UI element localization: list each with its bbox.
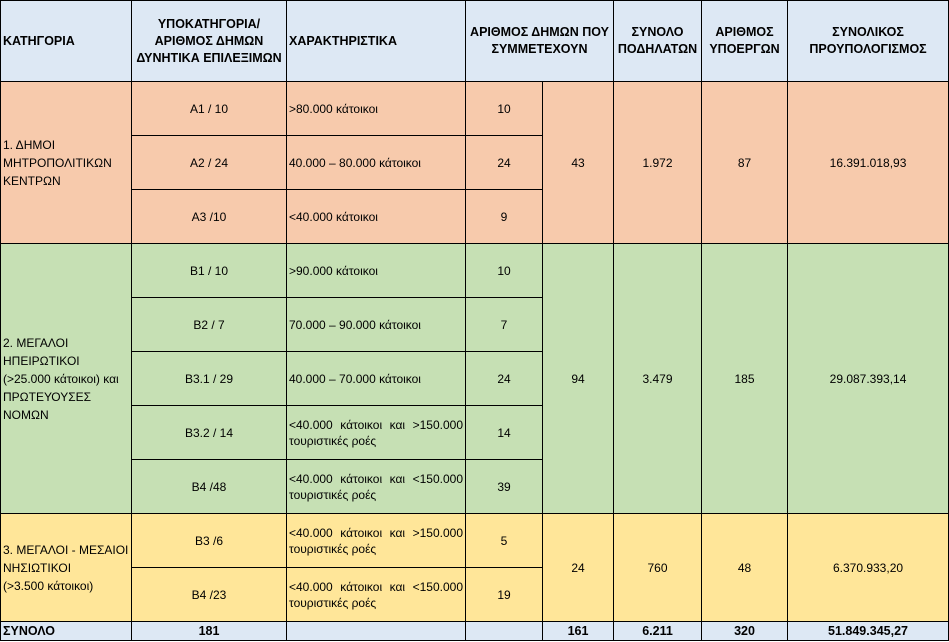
characteristics-cell: 40.000 – 70.000 κάτοικοι [287,352,466,406]
group-1-total: 43 [543,82,614,244]
subcategory-cell: B4 /48 [132,460,287,514]
subcategory-cell: B3.1 / 29 [132,352,287,406]
group-2-budget: 29.087.393,14 [788,244,949,514]
group-2-name-line2: (>25.000 κάτοικοι) και ΠΡΩΤΕΥΟΥΣΕΣ ΝΟΜΩΝ [3,371,119,422]
characteristics-cell: 40.000 – 80.000 κάτοικοι [287,136,466,190]
header-characteristics: ΧΑΡΑΚΤΗΡΙΣΤΙΚΑ [287,1,466,82]
group-1-cyclists: 1.972 [614,82,702,244]
subcategory-cell: B3 /6 [132,514,287,568]
subcategory-cell: B4 /23 [132,568,287,622]
participating-cell: 24 [466,352,543,406]
subcategory-cell: A3 /10 [132,190,287,244]
header-budget: ΣΥΝΟΛΙΚΟΣ ΠΡΟΥΠΟΛΟΓΙΣΜΟΣ [788,1,949,82]
totals-label: ΣΥΝΟΛΟ [1,622,132,641]
subcategory-cell: A1 / 10 [132,82,287,136]
totals-subcategory: 181 [132,622,287,641]
header-cyclists: ΣΥΝΟΛΟ ΠΟΔΗΛΑΤΩΝ [614,1,702,82]
group-3-cyclists: 760 [614,514,702,622]
characteristics-line: <40.000 κάτοικοι και >150.000 [289,417,463,432]
characteristics-line: <40.000 κάτοικοι και <150.000 [289,471,463,486]
participating-cell: 19 [466,568,543,622]
participating-cell: 5 [466,514,543,568]
header-category: ΚΑΤΗΓΟΡΙΑ [1,1,132,82]
subcategory-cell: B3.2 / 14 [132,406,287,460]
totals-characteristics-empty [287,622,466,641]
characteristics-cell [287,460,466,514]
group-2-name-line1: 2. ΜΕΓΑΛΟΙ ΗΠΕΙΡΩΤΙΚΟΙ [3,335,80,368]
characteristics-cell: >90.000 κάτοικοι [287,244,466,298]
group-1-name: 1. ΔΗΜΟΙ ΜΗΤΡΟΠΟΛΙΤΙΚΩΝ ΚΕΝΤΡΩΝ [1,82,132,244]
header-subprojects: ΑΡΙΘΜΟΣ ΥΠΟΕΡΓΩΝ [702,1,788,82]
characteristics-cell: >80.000 κάτοικοι [287,82,466,136]
group-2-cyclists: 3.479 [614,244,702,514]
header-subcategory: ΥΠΟΚΑΤΗΓΟΡΙΑ/ ΑΡΙΘΜΟΣ ΔΗΜΩΝ ΔΥΝΗΤΙΚΑ ΕΠΙΛΕΞΙΜΩΝ [132,1,287,82]
participating-cell: 24 [466,136,543,190]
characteristics-line: <40.000 κάτοικοι και >150.000 [289,525,463,540]
group-3-name-line2: (>3.500 κάτοικοι) [3,578,94,593]
totals-budget: 51.849.345,27 [788,622,949,641]
participating-cell: 39 [466,460,543,514]
group-1-budget: 16.391.018,93 [788,82,949,244]
table-row [1,244,949,298]
characteristics-line: <40.000 κάτοικοι και <150.000 [289,579,463,594]
participating-cell: 7 [466,298,543,352]
group-2-name [1,244,132,514]
participating-cell: 10 [466,82,543,136]
table-row [1,82,949,136]
characteristics-line: τουριστικές ροές [289,433,377,448]
subcategory-cell: A2 / 24 [132,136,287,190]
group-2-total: 94 [543,244,614,514]
subcategory-cell: B1 / 10 [132,244,287,298]
group-3-total: 24 [543,514,614,622]
group-3-name [1,514,132,622]
subcategory-cell: B2 / 7 [132,298,287,352]
totals-row [1,622,949,641]
group-3-name-line1: 3. ΜΕΓΑΛΟΙ - ΜΕΣΑΙΟΙ ΝΗΣΙΩΤΙΚΟΙ [3,542,129,575]
characteristics-cell: 70.000 – 90.000 κάτοικοι [287,298,466,352]
header-row [1,1,949,82]
characteristics-line: τουριστικές ροές [289,595,377,610]
totals-subprojects: 320 [702,622,788,641]
participating-cell: 9 [466,190,543,244]
characteristics-cell [287,406,466,460]
characteristics-cell: <40.000 κάτοικοι [287,190,466,244]
totals-participating-empty [466,622,543,641]
participating-cell: 10 [466,244,543,298]
table-row [1,514,949,568]
participating-cell: 14 [466,406,543,460]
characteristics-cell [287,568,466,622]
group-1-subprojects: 87 [702,82,788,244]
characteristics-line: τουριστικές ροές [289,487,377,502]
group-3-subprojects: 48 [702,514,788,622]
totals-cyclists: 6.211 [614,622,702,641]
characteristics-cell [287,514,466,568]
group-2-subprojects: 185 [702,244,788,514]
header-participating: ΑΡΙΘΜΟΣ ΔΗΜΩΝ ΠΟΥ ΣΥΜΜΕΤΕΧΟΥΝ [466,1,614,82]
characteristics-line: τουριστικές ροές [289,541,377,556]
totals-participating: 161 [543,622,614,641]
group-3-budget: 6.370.933,20 [788,514,949,622]
